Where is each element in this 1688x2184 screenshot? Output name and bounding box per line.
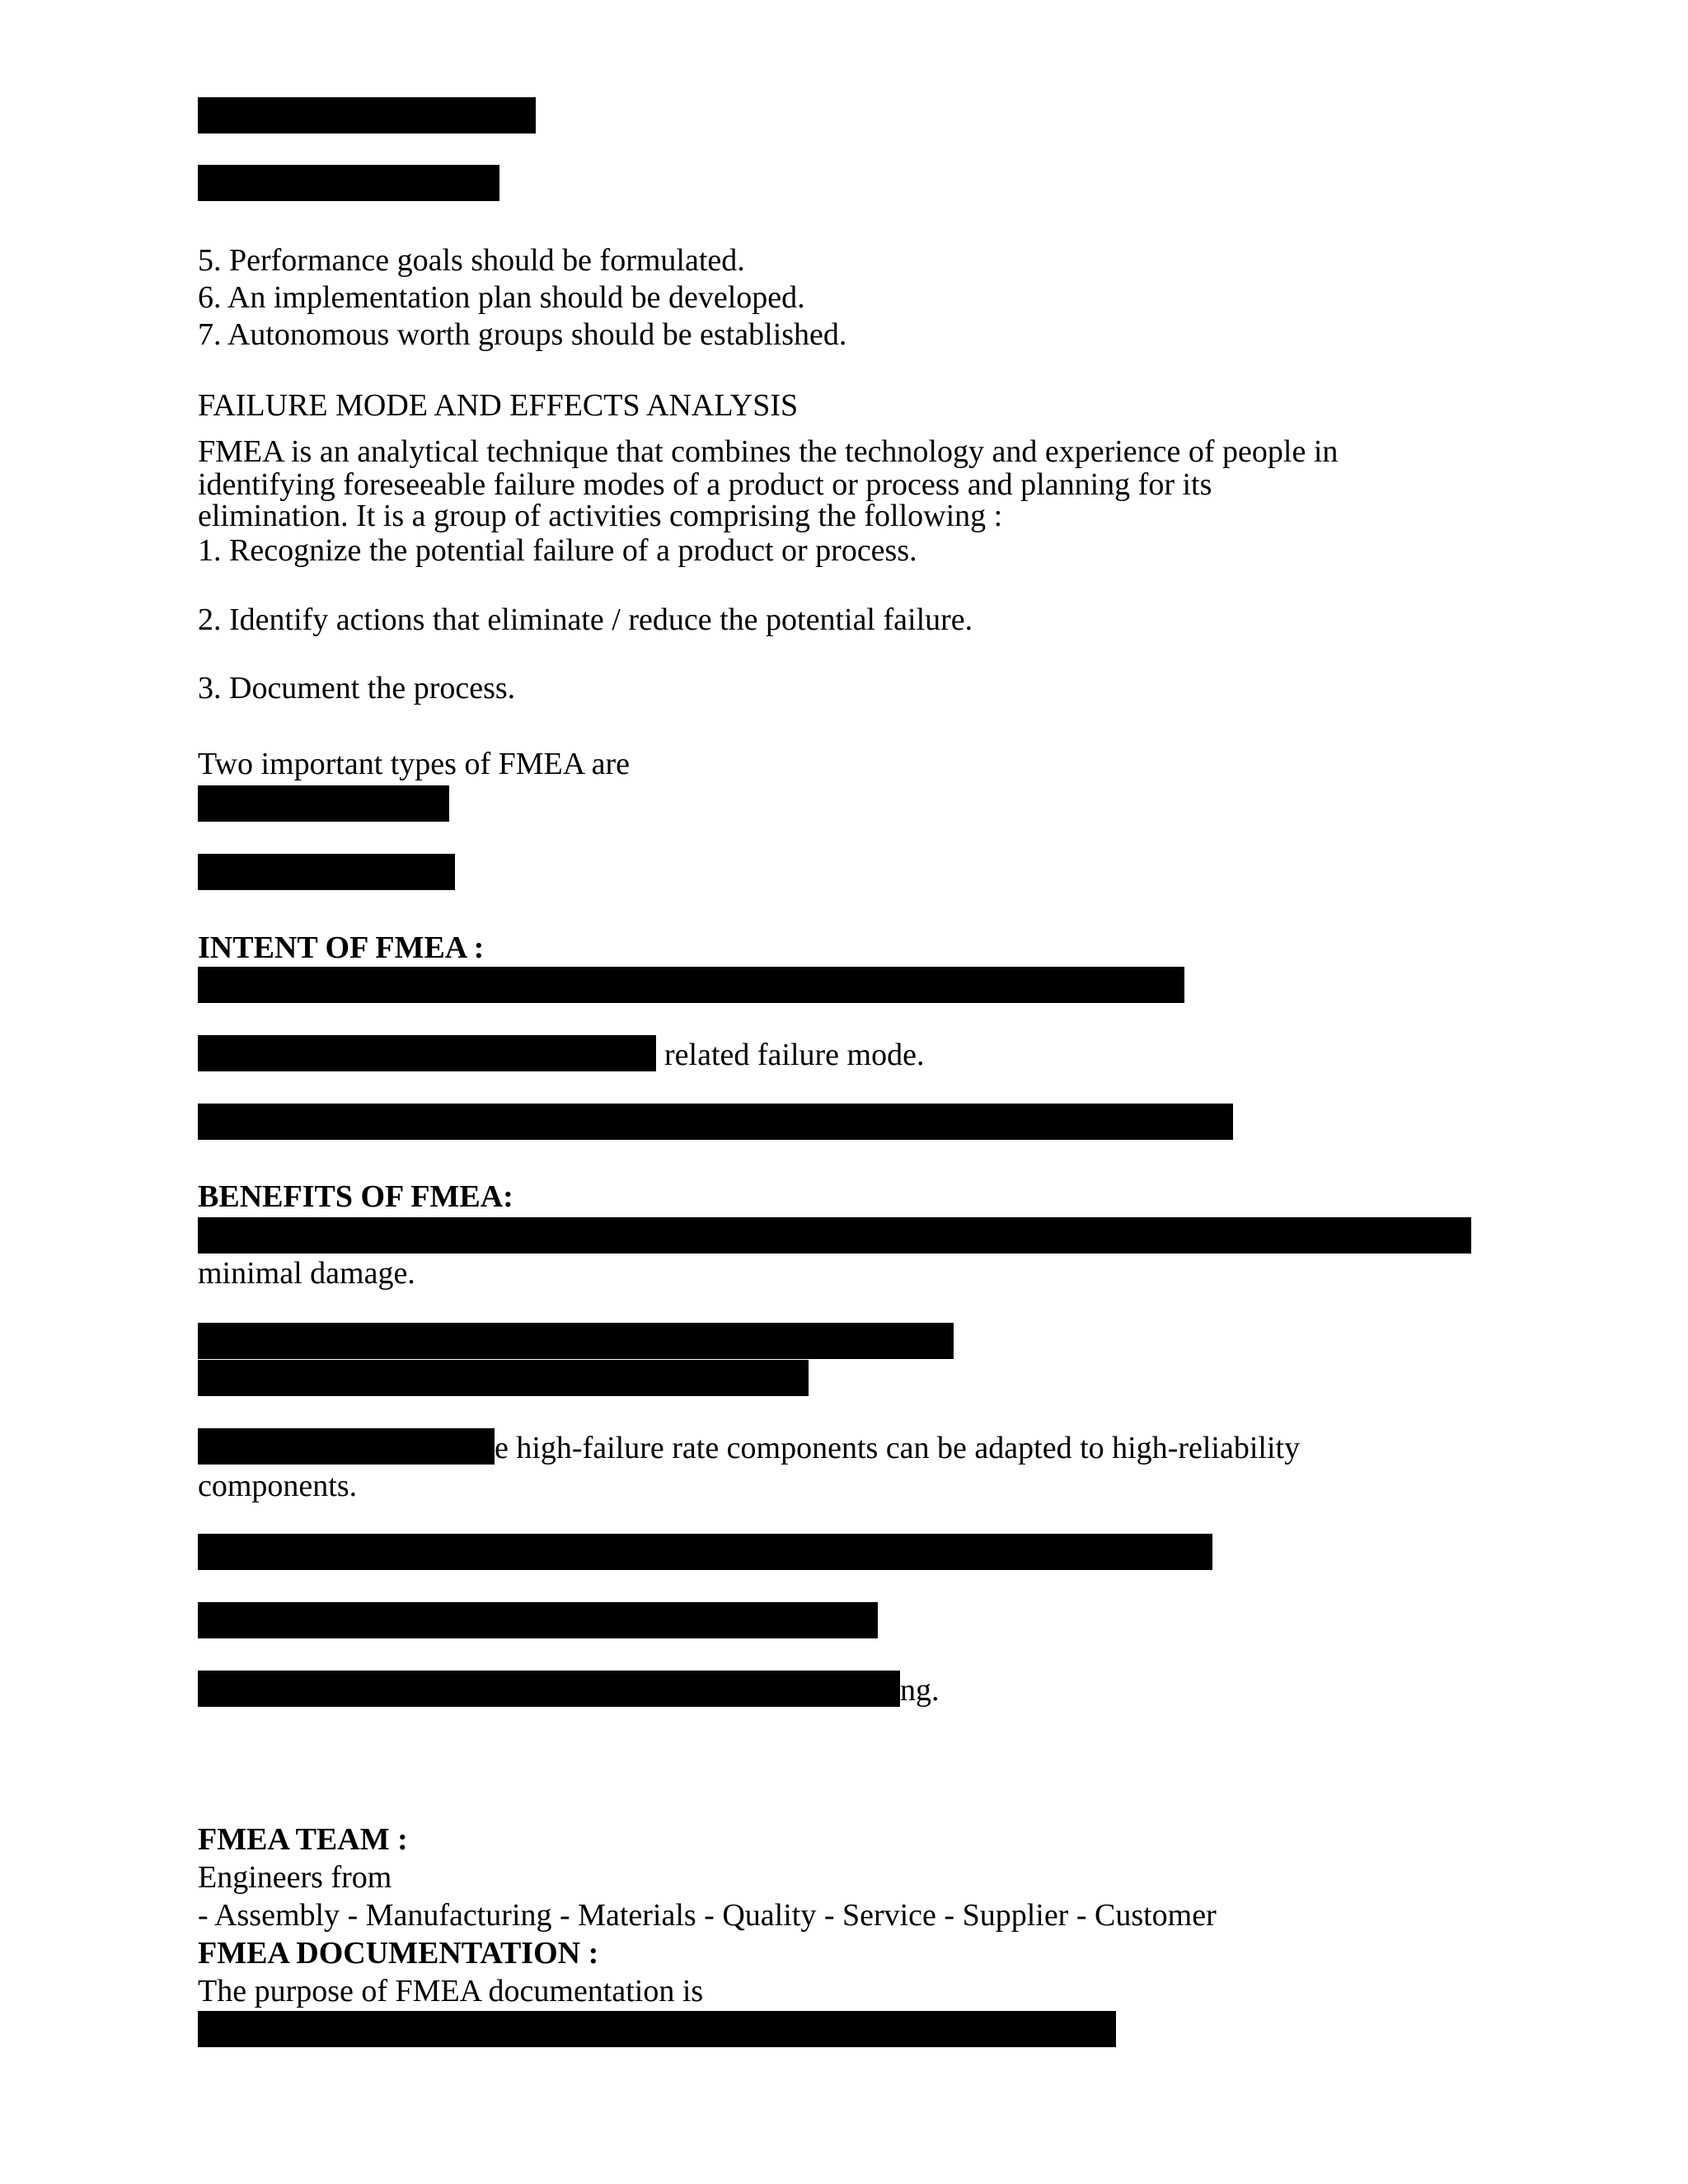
section-heading: INTENT OF FMEA : xyxy=(198,930,485,965)
paragraph-line: minimal damage. xyxy=(198,1256,415,1291)
paragraph-line: elimination. It is a group of activities comprising the following : xyxy=(198,499,1003,533)
redaction-block xyxy=(198,1360,809,1396)
list-item: 7. Autonomous worth groups should be established. xyxy=(198,317,847,352)
list-item: 1. Recognize the potential failure of a product or process. xyxy=(198,533,917,568)
section-title: FAILURE MODE AND EFFECTS ANALYSIS xyxy=(198,388,799,423)
redaction-block xyxy=(198,97,536,134)
redaction-block xyxy=(198,165,499,201)
redaction-block xyxy=(198,1217,1471,1254)
paragraph-line: - Assembly - Manufacturing - Materials - Quality - Service - Supplier - Customer xyxy=(198,1898,1217,1933)
list-item: 5. Performance goals should be formulated. xyxy=(198,243,745,278)
redaction-block xyxy=(198,967,1184,1003)
paragraph-line: Engineers from xyxy=(198,1860,392,1895)
redaction-block xyxy=(198,1602,878,1638)
paragraph-line: Two important types of FMEA are xyxy=(198,747,630,781)
redaction-block xyxy=(198,1104,1233,1140)
paragraph-line: components. xyxy=(198,1469,358,1503)
redaction-block xyxy=(198,1035,656,1071)
list-item: 3. Document the process. xyxy=(198,671,516,705)
redaction-block xyxy=(198,785,449,822)
redaction-block xyxy=(198,854,455,890)
paragraph-line: identifying foreseeable failure modes of a product or process and planning for its xyxy=(198,467,1212,502)
list-item: 6. An implementation plan should be developed. xyxy=(198,280,805,315)
redaction-block xyxy=(198,1671,900,1707)
paragraph-line: The purpose of FMEA documentation is xyxy=(198,1974,704,2008)
partial-text: e high-failure rate components can be adapted to high-reliability xyxy=(495,1431,1301,1465)
redaction-block xyxy=(198,1323,954,1359)
partial-text: related failure mode. xyxy=(664,1038,925,1072)
redaction-block xyxy=(198,1428,495,1465)
redaction-block xyxy=(198,2011,1116,2047)
section-heading: FMEA TEAM : xyxy=(198,1822,408,1857)
paragraph-line: FMEA is an analytical technique that combines the technology and experience of people in xyxy=(198,434,1339,469)
section-heading: BENEFITS OF FMEA: xyxy=(198,1179,513,1214)
redaction-block xyxy=(198,1534,1212,1570)
partial-text: ng. xyxy=(900,1673,940,1708)
list-item: 2. Identify actions that eliminate / reduce the potential failure. xyxy=(198,602,973,637)
section-heading: FMEA DOCUMENTATION : xyxy=(198,1936,599,1971)
